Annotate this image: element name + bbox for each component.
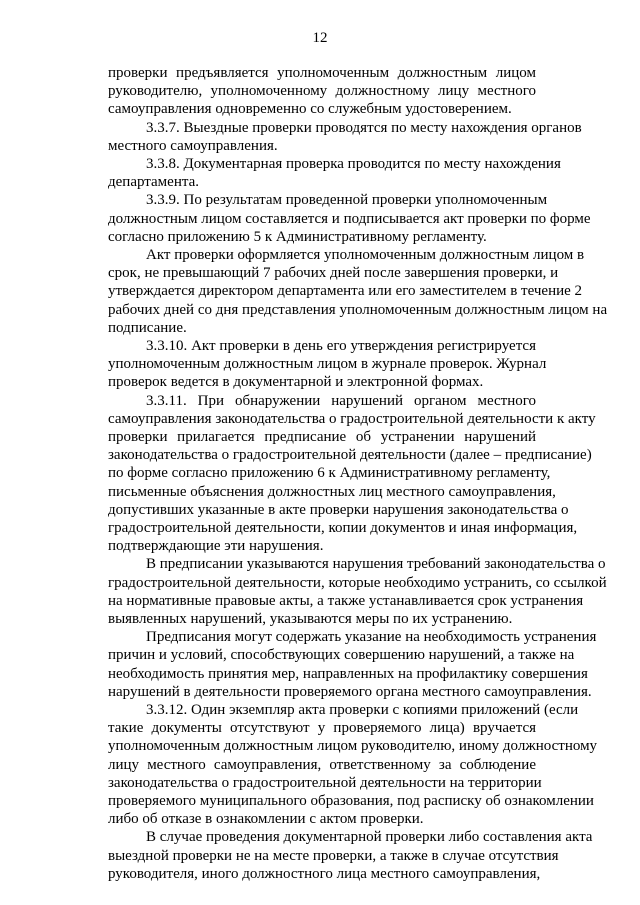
text-line: проверяемого муниципального образования, под расписку об ознакомлении: [108, 793, 594, 809]
text-line: нарушений в деятельности проверяемого органа местного самоуправления.: [108, 683, 592, 700]
text-line: уполномоченным должностным лицом в журнале проверок. Журнал: [108, 356, 547, 373]
text-line: допустивших указанные в акте проверки нарушения законодательства о: [108, 501, 569, 518]
text-line: руководителю, уполномоченному должностному лицу местного: [108, 83, 536, 100]
text-line: уполномоченным должностным лицом руководителю, иному должностному: [108, 738, 598, 755]
text-line: согласно приложению 5 к Административному регламенту.: [108, 228, 487, 245]
text-line: В предписании указываются нарушения требований законодательства о: [146, 556, 606, 573]
text-line: местного самоуправления.: [108, 137, 278, 154]
text-line: 3.3.10. Акт проверки в день его утверждения регистрируется: [146, 338, 536, 354]
text-line: письменные объяснения должностных лиц местного самоуправления,: [108, 483, 556, 500]
text-line: по форме согласно приложению 6 к Административному регламенту,: [108, 465, 551, 482]
text-line: проверки прилагается предписание об устранении нарушений: [108, 429, 536, 445]
text-line: подтверждающие эти нарушения.: [108, 538, 324, 555]
text-line: либо об отказе в ознакомлении с актом проверки.: [108, 811, 424, 828]
text-line: проверки предъявляется уполномоченным должностным лицом: [108, 65, 536, 81]
text-line: причин и условий, способствующих совершению нарушений, а также на: [108, 647, 575, 664]
text-line: необходимость принятия мер, направленных на профилактику совершения: [108, 665, 588, 682]
page-number: 12: [312, 30, 328, 46]
text-line: Предписания могут содержать указание на необходимость устранения: [146, 629, 597, 646]
text-line: выездной проверки не на месте проверки, а также в случае отсутствия: [108, 847, 559, 864]
text-line: выявленных нарушений, указываются меры по их устранению.: [108, 611, 513, 627]
text-line: должностным лицом составляется и подписывается акт проверки по форме: [108, 210, 591, 227]
text-line: 3.3.7. Выездные проверки проводятся по месту нахождения органов: [146, 119, 582, 136]
text-line: 3.3.9. По результатам проведенной проверки уполномоченным: [146, 192, 548, 209]
text-line: на нормативные правовые акты, а также устанавливается срок устранения: [108, 592, 584, 609]
text-line: законодательства о градостроительной деятельности (далее – предписание): [108, 447, 592, 464]
text-line: законодательства о градостроительной деятельности на территории: [108, 774, 542, 791]
text-line: утверждается директором департамента или его заместителем в течение 2: [108, 283, 583, 300]
text-line: В случае проведения документарной проверки либо составления акта: [146, 829, 593, 846]
text-line: самоуправления одновременно со служебным удостоверением.: [108, 101, 512, 118]
text-line: рабочих дней со дня представления уполномоченным должностным лицом на: [108, 301, 608, 318]
text-line: срок, не превышающий 7 рабочих дней после завершения проверки, и: [108, 265, 559, 282]
text-line: Акт проверки оформляется уполномоченным должностным лицом в: [146, 247, 585, 263]
text-line: градостроительной деятельности, копии документов и иная информация,: [108, 520, 578, 536]
text-line: самоуправления законодательства о градостроительной деятельности к акту: [108, 410, 596, 427]
text-line: проверок ведется в документарной и электронной формах.: [108, 374, 484, 391]
text-line: 3.3.12. Один экземпляр акта проверки с копиями приложений (если: [146, 702, 579, 718]
text-line: руководителя, иного должностного лица местного самоуправления,: [108, 865, 541, 882]
text-line: 3.3.8. Документарная проверка проводится по месту нахождения: [146, 156, 561, 172]
text-line: подписание.: [108, 319, 187, 336]
text-line: такие документы отсутствуют у проверяемого лица) вручается: [108, 720, 536, 737]
text-line: департамента.: [108, 174, 199, 191]
text-line: 3.3.11. При обнаружении нарушений органом местного: [146, 392, 536, 409]
text-line: лицу местного самоуправления, ответственному за соблюдение: [108, 756, 536, 773]
text-line: градостроительной деятельности, которые необходимо устранить, со ссылкой: [108, 574, 607, 591]
